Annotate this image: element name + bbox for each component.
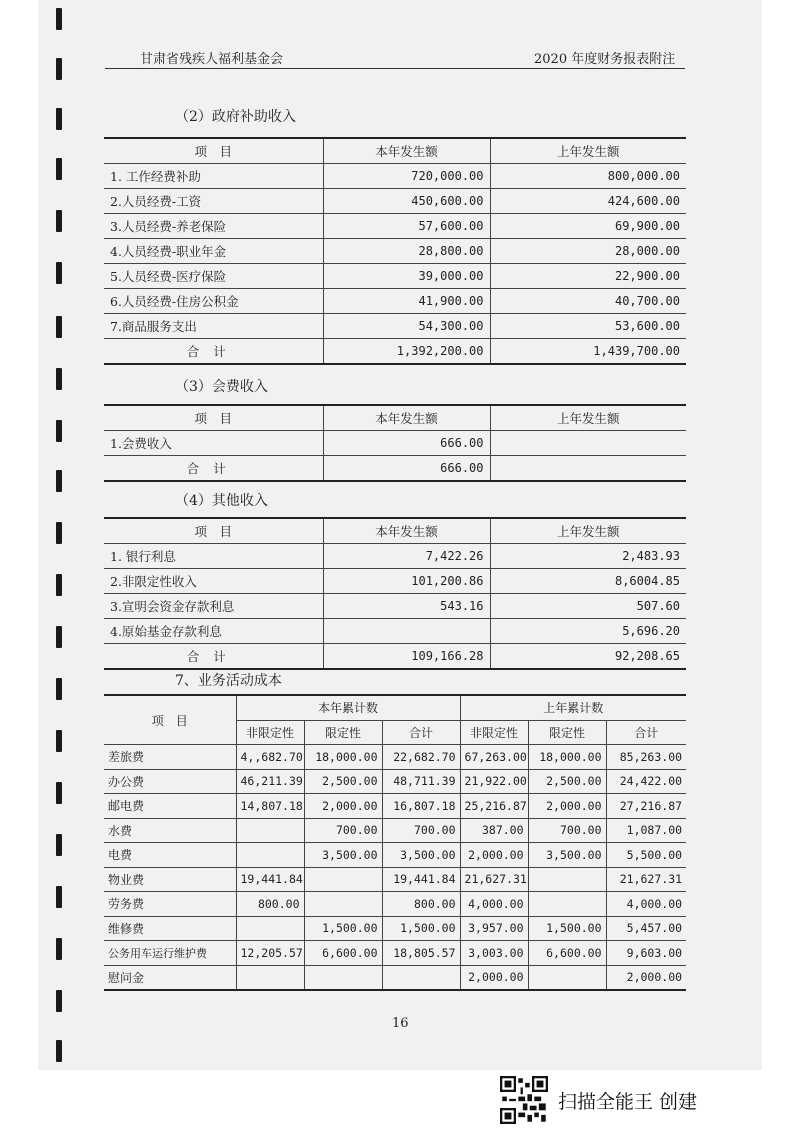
amount-cell: 700.00 [304,818,382,843]
amount-cell: 69,900.00 [490,214,686,239]
amount-cell: 18,000.00 [528,745,606,770]
amount-cell [236,965,304,990]
table-row [104,941,686,966]
table-row [104,289,686,314]
item-cell: 4.人员经费-职业年金 [104,239,323,264]
column-group-header: 本年累计数 [236,695,460,720]
item-cell: 维修费 [104,916,236,941]
amount-cell: 450,600.00 [323,189,490,214]
amount-cell: 21,627.31 [606,867,686,892]
column-header: 上年发生额 [490,405,686,431]
amount-cell: 1,500.00 [528,916,606,941]
total-amount: 666.00 [323,456,490,482]
header-divider [105,68,685,69]
table-header-row [104,518,686,544]
amount-cell: 24,422.00 [606,769,686,794]
amount-cell: 3,003.00 [460,941,528,966]
table-row [104,769,686,794]
amount-cell: 19,441.84 [382,867,460,892]
amount-cell: 700.00 [528,818,606,843]
amount-cell: 507.60 [490,594,686,619]
amount-cell: 1,500.00 [304,916,382,941]
scanner-credit-text: 扫描全能王 创建 [558,1090,698,1113]
binder-hole [56,58,62,80]
amount-cell: 5,457.00 [606,916,686,941]
amount-cell: 700.00 [382,818,460,843]
column-group-header: 上年累计数 [460,695,686,720]
item-cell: 电费 [104,843,236,868]
amount-cell: 40,700.00 [490,289,686,314]
amount-cell [304,965,382,990]
table-row [104,818,686,843]
amount-cell: 6,600.00 [528,941,606,966]
amount-cell: 5,500.00 [606,843,686,868]
amount-cell: 46,211.39 [236,769,304,794]
amount-cell: 7,422.26 [323,544,490,569]
binder-hole [56,8,62,30]
amount-cell: 18,805.57 [382,941,460,966]
table-row [104,843,686,868]
binder-hole [56,730,62,752]
amount-cell: 4,,682.70 [236,745,304,770]
amount-cell [304,867,382,892]
amount-cell: 1,087.00 [606,818,686,843]
total-row [104,456,686,482]
table-row [104,544,686,569]
binder-hole [56,626,62,648]
item-cell: 公务用车运行维护费 [104,941,236,966]
binder-hole [56,990,62,1012]
total-row [104,644,686,670]
item-cell: 水费 [104,818,236,843]
item-cell: 4.原始基金存款利息 [104,619,323,644]
item-cell: 5.人员经费-医疗保险 [104,264,323,289]
item-cell: 1. 工作经费补助 [104,164,323,189]
amount-cell: 53,600.00 [490,314,686,339]
section-title-business-activity-costs: 7、业务活动成本 [175,673,282,689]
amount-cell: 67,263.00 [460,745,528,770]
amount-cell: 800.00 [236,892,304,917]
amount-cell: 57,600.00 [323,214,490,239]
amount-cell: 424,600.00 [490,189,686,214]
amount-cell [236,843,304,868]
item-cell: 3.人员经费-养老保险 [104,214,323,239]
amount-cell: 2,500.00 [528,769,606,794]
item-cell: 6.人员经费-住房公积金 [104,289,323,314]
total-amount: 109,166.28 [323,644,490,670]
amount-cell [528,892,606,917]
amount-cell [490,431,686,456]
section-title-membership-fees: （3）会费收入 [175,379,268,395]
amount-cell: 28,000.00 [490,239,686,264]
item-cell: 3.宣明会资金存款利息 [104,594,323,619]
amount-cell [528,965,606,990]
binder-hole [56,470,62,492]
table-row [104,264,686,289]
amount-cell: 387.00 [460,818,528,843]
amount-cell: 800,000.00 [490,164,686,189]
amount-cell: 14,807.18 [236,794,304,819]
column-header: 项 目 [104,695,236,745]
amount-cell [236,818,304,843]
column-header: 上年发生额 [490,138,686,164]
table-row [104,239,686,264]
amount-cell: 21,922.00 [460,769,528,794]
amount-cell [236,916,304,941]
column-header: 非限定性 [460,720,528,745]
header-org: 甘肃省残疾人福利基金会 [140,52,284,67]
table-row [104,892,686,917]
amount-cell: 2,500.00 [304,769,382,794]
other-income-table [104,517,686,670]
amount-cell: 3,500.00 [304,843,382,868]
binder-hole [56,368,62,390]
amount-cell: 41,900.00 [323,289,490,314]
amount-cell [382,965,460,990]
table-row [104,189,686,214]
column-header: 非限定性 [236,720,304,745]
total-amount: 92,208.65 [490,644,686,670]
amount-cell: 16,807.18 [382,794,460,819]
section-title-other-income: （4）其他收入 [175,493,268,509]
table-header-row [104,405,686,431]
binder-hole [56,262,62,284]
column-header: 项 目 [104,138,323,164]
amount-cell: 18,000.00 [304,745,382,770]
amount-cell: 28,800.00 [323,239,490,264]
binder-hole [56,420,62,442]
amount-cell: 2,483.93 [490,544,686,569]
business-activity-costs-table [104,694,686,991]
item-cell: 2.非限定性收入 [104,569,323,594]
scanner-watermark [500,1076,697,1124]
item-cell: 慰问金 [104,965,236,990]
amount-cell [528,867,606,892]
amount-cell: 19,441.84 [236,867,304,892]
table-row [104,965,686,990]
amount-cell: 12,205.57 [236,941,304,966]
amount-cell: 85,263.00 [606,745,686,770]
amount-cell: 54,300.00 [323,314,490,339]
amount-cell: 2,000.00 [460,843,528,868]
amount-cell: 2,000.00 [528,794,606,819]
item-cell: 劳务费 [104,892,236,917]
amount-cell: 2,000.00 [460,965,528,990]
binder-hole [56,938,62,960]
page-number: 16 [392,1016,409,1031]
amount-cell: 1,500.00 [382,916,460,941]
binder-hole [56,158,62,180]
table-row [104,314,686,339]
amount-cell: 666.00 [323,431,490,456]
membership-fees-table [104,404,686,482]
column-header: 合计 [382,720,460,745]
amount-cell: 4,000.00 [606,892,686,917]
amount-cell: 22,682.70 [382,745,460,770]
binder-hole [56,678,62,700]
amount-cell: 27,216.87 [606,794,686,819]
binder-hole [56,574,62,596]
total-row [104,339,686,365]
table-row [104,594,686,619]
binder-hole [56,210,62,232]
amount-cell: 2,000.00 [606,965,686,990]
amount-cell [323,619,490,644]
item-cell: 物业费 [104,867,236,892]
item-cell: 差旅费 [104,745,236,770]
binder-hole [56,522,62,544]
column-header: 本年发生额 [323,518,490,544]
total-label: 合计 [104,644,323,670]
amount-cell: 25,216.87 [460,794,528,819]
amount-cell: 8,6004.85 [490,569,686,594]
amount-cell: 48,711.39 [382,769,460,794]
table-row [104,794,686,819]
column-header: 本年发生额 [323,405,490,431]
amount-cell: 9,603.00 [606,941,686,966]
amount-cell: 4,000.00 [460,892,528,917]
qr-code-icon [500,1076,548,1124]
column-header: 限定性 [528,720,606,745]
table-row [104,916,686,941]
section-title-government-subsidy: （2）政府补助收入 [175,109,296,125]
amount-cell: 21,627.31 [460,867,528,892]
table-row [104,431,686,456]
item-cell: 1.会费收入 [104,431,323,456]
binder-hole [56,886,62,908]
total-label: 合计 [104,456,323,482]
column-header: 限定性 [304,720,382,745]
amount-cell [304,892,382,917]
amount-cell: 3,500.00 [528,843,606,868]
amount-cell: 2,000.00 [304,794,382,819]
amount-cell: 22,900.00 [490,264,686,289]
government-subsidy-table [104,137,686,365]
column-header: 上年发生额 [490,518,686,544]
amount-cell: 5,696.20 [490,619,686,644]
item-cell: 邮电费 [104,794,236,819]
total-amount [490,456,686,482]
header-report-title: 2020 年度财务报表附注 [534,52,676,67]
binder-hole [56,316,62,338]
amount-cell: 543.16 [323,594,490,619]
total-amount: 1,439,700.00 [490,339,686,365]
item-cell: 办公费 [104,769,236,794]
column-header: 合计 [606,720,686,745]
binder-hole [56,108,62,130]
item-cell: 2.人员经费-工资 [104,189,323,214]
binder-hole [56,1040,62,1062]
binder-hole [56,782,62,804]
amount-cell: 101,200.86 [323,569,490,594]
table-row [104,569,686,594]
table-row [104,619,686,644]
amount-cell: 39,000.00 [323,264,490,289]
amount-cell: 3,500.00 [382,843,460,868]
table-row [104,164,686,189]
column-header: 本年发生额 [323,138,490,164]
amount-cell: 3,957.00 [460,916,528,941]
table-row [104,745,686,770]
item-cell: 1. 银行利息 [104,544,323,569]
total-label: 合计 [104,339,323,365]
table-row [104,214,686,239]
item-cell: 7.商品服务支出 [104,314,323,339]
total-amount: 1,392,200.00 [323,339,490,365]
amount-cell: 720,000.00 [323,164,490,189]
table-header-row [104,695,686,720]
binder-hole [56,834,62,856]
amount-cell: 800.00 [382,892,460,917]
table-row [104,867,686,892]
table-header-row [104,138,686,164]
column-header: 项 目 [104,518,323,544]
amount-cell: 6,600.00 [304,941,382,966]
column-header: 项 目 [104,405,323,431]
